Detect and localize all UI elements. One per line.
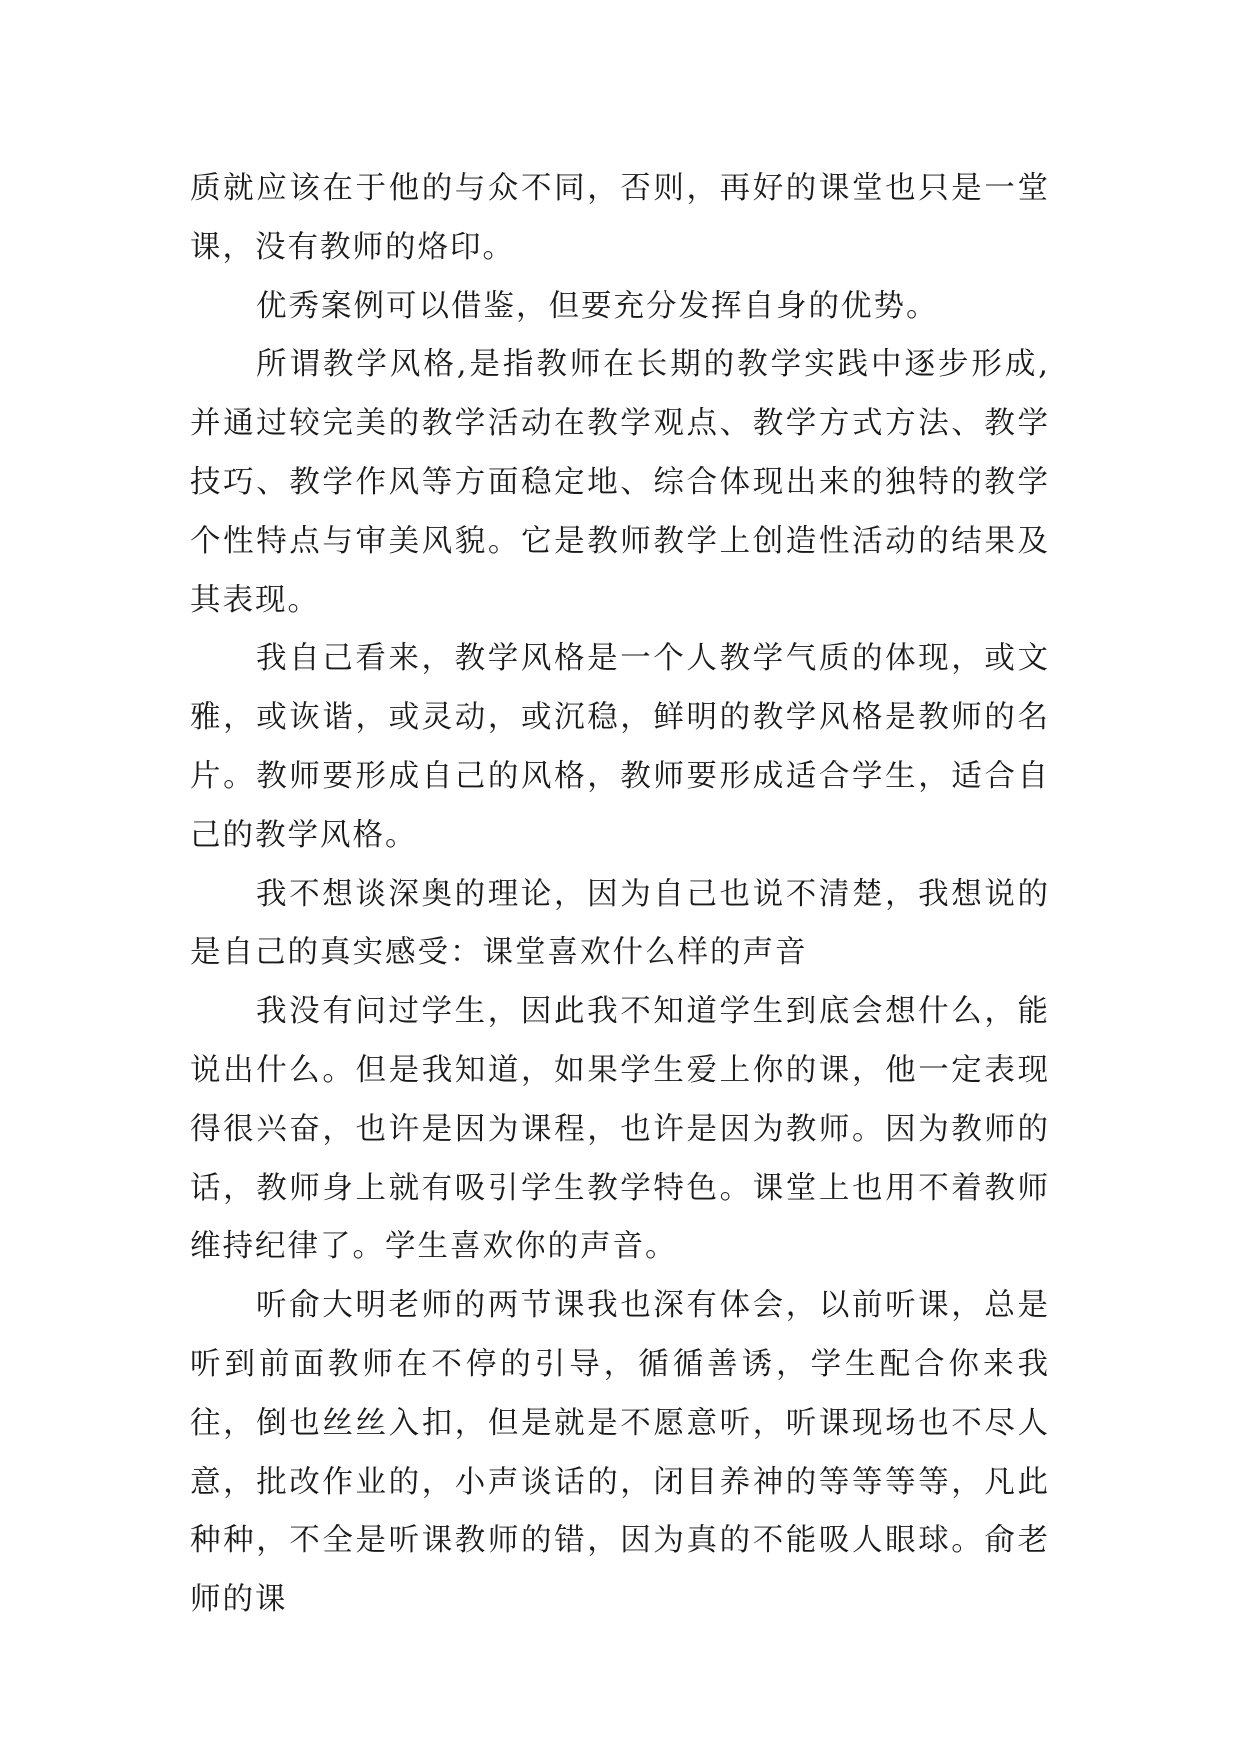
document-body [190, 160, 1050, 1630]
paragraph: 我自己看来，教学风格是一个人教学气质的体现，或文雅，或诙谐，或灵动，或沉稳，鲜明的教学风格是教师的名片。教师要形成自己的风格，教师要形成适合学生，适合自己的教学风格。 [190, 641, 1050, 853]
paragraph: 优秀案例可以借鉴，但要充分发挥自身的优势。 [256, 288, 939, 324]
paragraph: 质就应该在于他的与众不同，否则，再好的课堂也只是一堂课，没有教师的烙印。 [190, 171, 1050, 265]
paragraph: 所谓教学风格,是指教师在长期的教学实践中逐步形成,并通过较完美的教学活动在教学观点、教学方式方法、教学技巧、教学作风等方面稳定地、综合体现出来的独特的教学个性特点与审美风貌。它是教师教学上创造性活动的结果及其表现。 [190, 347, 1050, 618]
paragraph: 我不想谈深奥的理论，因为自己也说不清楚，我想说的是自己的真实感受：课堂喜欢什么样的声音 [190, 876, 1050, 971]
paragraph: 我没有问过学生，因此我不知道学生到底会想什么，能说出什么。但是我知道，如果学生爱上你的课，他一定表现得很兴奋，也许是因为课程，也许是因为教师。因为教师的话，教师身上就有吸引学生教学特色。课堂上也用不着教师维持纪律了。学生喜欢你的声音。 [190, 994, 1050, 1265]
paragraph: 听俞大明老师的两节课我也深有体会，以前听课，总是听到前面教师在不停的引导，循循善诱，学生配合你来我往，倒也丝丝入扣，但是就是不愿意听，听课现场也不尽人意，批改作业的，小声谈话的，闭目养神的等等等等，凡此种种，不全是听课教师的错，因为真的不能吸人眼球。俞老师的课 [190, 1288, 1050, 1618]
